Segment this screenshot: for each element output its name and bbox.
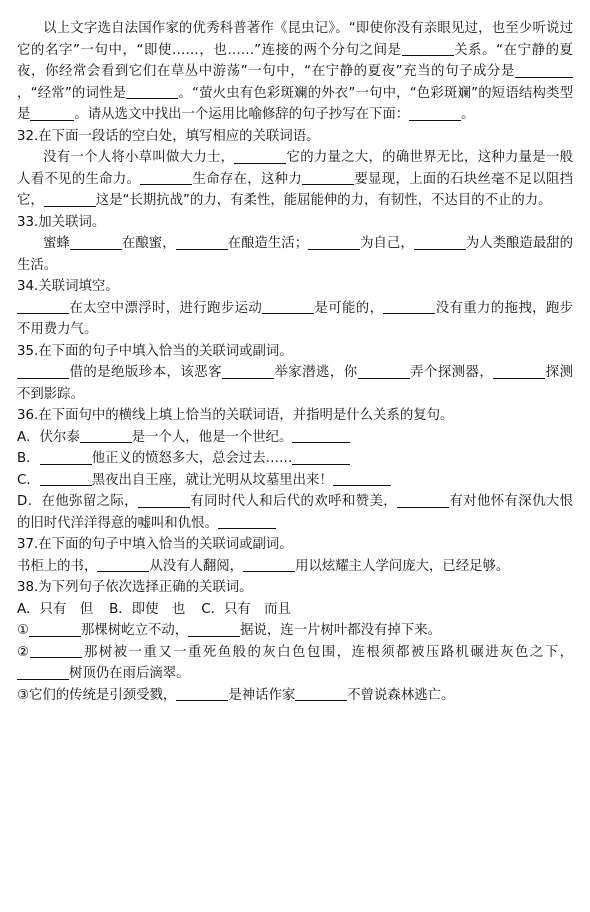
question-text: 在太空中漂浮时，进行跑步运动 <box>69 300 263 316</box>
question-text: 探测不到影踪。 <box>17 365 574 402</box>
question-text: 那棵树屹立不动， <box>81 623 189 638</box>
question-text: 黑夜出自王座，就让光明从坟墓里出来！ <box>91 472 333 488</box>
passage-text: 。“萤火虫有色彩斑斓的外衣”一句中，“色彩斑斓”的短语结构类型是 <box>17 85 574 122</box>
question-text: ③它们的传统是引颈受戮， <box>17 687 177 703</box>
passage-text: 关系。“在宁静的夏夜，你经常会看到它们在草丛中游荡”一句中，“在宁静的夏夜”充当的句子成分是 <box>17 42 574 79</box>
answer-blank[interactable] <box>358 364 410 378</box>
answer-blank[interactable] <box>126 85 178 99</box>
question-title-34: 34.关联词填空。 <box>17 279 119 294</box>
answer-blank[interactable] <box>30 106 74 120</box>
answer-blank[interactable] <box>30 644 82 658</box>
question-title-36: 36.在下面句中的横线上填上恰当的关联词语，并指明是什么关系的复句。 <box>17 408 454 423</box>
question-36-item-d <box>17 491 573 534</box>
question-text: D．在他弥留之际， <box>17 494 138 509</box>
question-text: 从没有人翻阅， <box>149 558 244 574</box>
answer-blank[interactable] <box>493 364 545 378</box>
answer-blank[interactable] <box>188 622 240 636</box>
question-37-body <box>17 556 573 578</box>
question-36-item-c <box>17 470 573 492</box>
question-32-body <box>17 147 573 212</box>
passage-text: 。 <box>461 107 475 122</box>
answer-blank[interactable] <box>70 235 122 249</box>
answer-blank[interactable] <box>262 300 314 314</box>
question-text: 没有重力的拖拽，跑步不用费力气。 <box>17 300 574 337</box>
question-36-item-b <box>17 448 573 470</box>
question-text: 生命存在，这种力 <box>192 171 303 187</box>
question-text: C． <box>17 472 40 488</box>
question-38-sentence-3 <box>17 685 573 707</box>
answer-blank[interactable] <box>138 493 190 507</box>
answer-blank[interactable] <box>333 472 391 486</box>
question-38-sentence-1 <box>17 620 573 642</box>
option-c[interactable]: C．只有 而且 <box>201 601 291 617</box>
answer-blank[interactable] <box>243 558 295 572</box>
question-text: 要显现，上面的石块丝毫不足以阻挡它， <box>17 171 574 208</box>
answer-blank[interactable] <box>80 429 132 443</box>
question-text: 它的力量之大，的确世界无比，这种力量是一般人看不见的生命力。 <box>17 150 574 187</box>
passage-text: 。请从选文中找出一个运用比喻修辞的句子抄写在下面： <box>74 107 410 122</box>
answer-blank[interactable] <box>308 235 360 249</box>
question-text: B． <box>17 451 40 466</box>
question-text: 有对他怀有深仇大恨的旧时代洋洋得意的嘘叫和仇恨。 <box>17 494 574 531</box>
question-text: 在酿蜜， <box>121 236 176 251</box>
question-text: 为人类酿造最甜的生活。 <box>17 236 574 273</box>
question-text: 弄个探测器， <box>409 365 494 380</box>
question-33-body <box>17 233 573 276</box>
question-text: 举家潜逃，你 <box>273 365 358 380</box>
answer-blank[interactable] <box>397 493 449 507</box>
question-34-body <box>17 298 573 341</box>
question-text: 有同时代人和后代的欢呼和赞美， <box>189 494 398 509</box>
answer-blank[interactable] <box>295 687 347 701</box>
answer-blank[interactable] <box>222 364 274 378</box>
question-text: 树顶仍在雨后滴翠。 <box>69 666 190 681</box>
question-text: 借的是绝版珍本，该恶客 <box>69 365 222 380</box>
answer-blank[interactable] <box>383 300 435 314</box>
question-text: 是一个人，他是一个世纪。 <box>131 429 293 445</box>
answer-blank[interactable] <box>44 192 96 206</box>
option-a[interactable]: A．只有 但 <box>17 601 94 617</box>
answer-blank[interactable] <box>234 149 286 163</box>
question-text: 不曾说森林逃亡。 <box>347 687 455 703</box>
passage-text: ，“经常”的词性是 <box>17 85 127 101</box>
question-title-35: 35.在下面的句子中填入恰当的关联词或副词。 <box>17 343 293 359</box>
answer-blank[interactable] <box>292 450 350 464</box>
sentence-number: ① <box>17 623 30 638</box>
question-38-sentence-2 <box>17 642 573 685</box>
question-text: 是可能的， <box>314 300 384 316</box>
question-text: 没有一个人将小草叫做大力士， <box>43 150 235 165</box>
answer-blank[interactable] <box>402 42 454 56</box>
question-text: 那树被一重又一重死鱼般的灰白色包围，连根须都被压路机碾进灰色之下， <box>82 644 573 660</box>
question-36-item-a <box>17 427 573 449</box>
document-body <box>17 18 573 706</box>
question-text: 这是“长期抗战”的力，有柔性，能屈能伸的力，有韧性，不达目的不止的力。 <box>95 193 552 208</box>
question-text: A．伏尔泰 <box>17 429 80 445</box>
answer-blank[interactable] <box>414 235 466 249</box>
answer-blank[interactable] <box>97 558 149 572</box>
answer-blank[interactable] <box>292 429 350 443</box>
question-text: 是神话作家 <box>228 687 296 703</box>
question-text: 为自己， <box>360 236 414 251</box>
answer-blank[interactable] <box>218 515 276 529</box>
question-text: 在酿造生活； <box>227 236 309 251</box>
question-35-body <box>17 362 573 405</box>
answer-blank[interactable] <box>176 687 228 701</box>
question-title-38: 38.为下列句子依次选择正确的关联词。 <box>17 580 253 595</box>
answer-blank[interactable] <box>17 665 69 679</box>
passage-questions <box>17 18 573 126</box>
answer-blank[interactable] <box>409 106 461 120</box>
question-text: 蜜蜂 <box>43 236 70 251</box>
answer-blank[interactable] <box>515 63 573 77</box>
answer-blank[interactable] <box>17 364 69 378</box>
question-38-options <box>17 599 573 621</box>
option-b[interactable]: B．即使 也 <box>109 601 186 617</box>
question-title-37: 37.在下面的句子中填入恰当的关联词或副词。 <box>17 537 293 552</box>
answer-blank[interactable] <box>17 300 69 314</box>
question-text: 用以炫耀主人学问庞大，已经足够。 <box>295 558 510 574</box>
question-title-32: 32.在下面一段话的空白处，填写相应的关联词语。 <box>17 128 320 144</box>
question-text: 他正义的愤怒多大，总会过去…… <box>91 451 293 466</box>
question-text: 书柜上的书， <box>17 558 98 574</box>
passage-text: 以上文字选自法国作家的优秀科普著作《昆虫记》。“即使你没有亲眼见过，也至少听说过它的名字”一句中，“即使……，也……”连接的两个分句之间是 <box>17 21 573 58</box>
answer-blank[interactable] <box>302 171 354 185</box>
question-title-33: 33.加关联词。 <box>17 214 106 230</box>
answer-blank[interactable] <box>29 622 81 636</box>
sentence-number: ② <box>17 644 31 660</box>
question-text: 据说，连一片树叶都没有掉下来。 <box>240 623 441 638</box>
answer-blank[interactable] <box>176 235 228 249</box>
answer-blank[interactable] <box>40 472 92 486</box>
answer-blank[interactable] <box>140 171 192 185</box>
answer-blank[interactable] <box>40 450 92 464</box>
